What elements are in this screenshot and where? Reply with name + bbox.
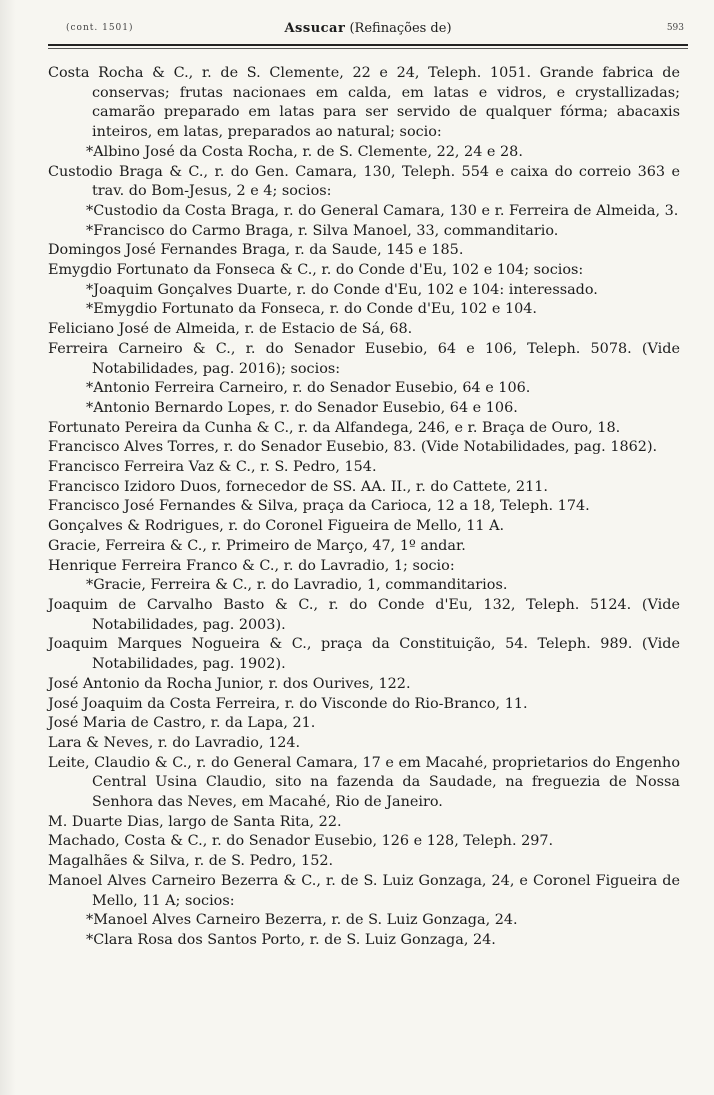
partner-entry: *Albino José da Costa Rocha, r. de S. Clemente, 22, 24 e 28. [86, 143, 523, 160]
partner-entry: *Emygdio Fortunato da Fonseca, r. do Conde d'Eu, 102 e 104. [86, 301, 537, 318]
header-rule-thin [48, 48, 688, 49]
header-rule [48, 44, 688, 46]
firm-entry: Machado, Costa & C., r. do Senador Eusebio, 126 e 128, Teleph. 297. [48, 833, 554, 850]
partner-entry: *Francisco do Carmo Braga, r. Silva Manoel, 33, commanditario. [86, 222, 559, 239]
partner-entry: *Clara Rosa dos Santos Porto, r. de S. Luiz Gonzaga, 24. [86, 931, 496, 948]
header-title: Assucar [284, 21, 346, 36]
firm-entry: Manoel Alves Carneiro Bezerra & C., r. de S. Luiz Gonzaga, 24, e Coronel Figueira de Mello, 11 A; socios: [48, 872, 680, 909]
partner-entry: *Gracie, Ferreira & C., r. do Lavradio, 1, commanditarios. [86, 577, 508, 594]
firm-entry: Ferreira Carneiro & C., r. do Senador Eusebio, 64 e 106, Teleph. 5078. (Vide Notabilidades, pag. 2016); socios: [48, 340, 680, 377]
partner-entry: *Joaquim Gonçalves Duarte, r. do Conde d'Eu, 102 e 104: interessado. [86, 281, 598, 298]
firm-entry: Joaquim Marques Nogueira & C., praça da Constituição, 54. Teleph. 989. (Vide Notabilidades, pag. 1902). [48, 636, 680, 673]
firm-entry: Leite, Claudio & C., r. do General Camara, 17 e em Macahé, proprietarios do Engenho Central Usina Claudio, sito na fazenda da Saudade, na freguezia de Nossa Senhora das Neves, em Macahé, Rio de Janeiro. [48, 754, 680, 811]
partner-entry: *Antonio Ferreira Carneiro, r. do Senador Eusebio, 64 e 106. [86, 380, 531, 397]
firm-entry: José Maria de Castro, r. da Lapa, 21. [48, 715, 316, 732]
partner-entry: *Manoel Alves Carneiro Bezerra, r. de S. Luiz Gonzaga, 24. [86, 912, 518, 929]
partner-entry: *Custodio da Costa Braga, r. do General Camara, 130 e r. Ferreira de Almeida, 3. [86, 202, 679, 219]
firm-entry: Francisco Alves Torres, r. do Senador Eusebio, 83. (Vide Notabilidades, pag. 1862). [48, 439, 658, 456]
firm-entry: José Antonio da Rocha Junior, r. dos Ourives, 122. [48, 675, 411, 692]
firm-entry: Joaquim de Carvalho Basto & C., r. do Conde d'Eu, 132, Teleph. 5124. (Vide Notabilidades, pag. 2003). [48, 596, 680, 633]
firm-entry: Francisco Ferreira Vaz & C., r. S. Pedro, 154. [48, 459, 377, 476]
firm-entry: Fortunato Pereira da Cunha & C., r. da Alfandega, 246, e r. Braça de Ouro, 18. [48, 419, 621, 436]
firm-entry: Henrique Ferreira Franco & C., r. do Lavradio, 1; socio: [48, 557, 455, 574]
firm-entry: Gonçalves & Rodrigues, r. do Coronel Figueira de Mello, 11 A. [48, 518, 505, 535]
firm-entry: Feliciano José de Almeida, r. de Estacio de Sá, 68. [48, 321, 413, 338]
directory-listing [48, 64, 680, 951]
firm-entry: Francisco José Fernandes & Silva, praça da Carioca, 12 a 18, Teleph. 174. [48, 498, 590, 515]
firm-entry: Domingos José Fernandes Braga, r. da Saude, 145 e 185. [48, 242, 464, 259]
header-continuation: (cont. 1501) [66, 23, 134, 33]
page-number: 593 [666, 23, 684, 33]
firm-entry: M. Duarte Dias, largo de Santa Rita, 22. [48, 813, 342, 830]
firm-entry: Custodio Braga & C., r. do Gen. Camara, 130, Teleph. 554 e caixa do correio 363 e trav. do Bom-Jesus, 2 e 4; socios: [48, 163, 680, 200]
page-header [48, 16, 688, 42]
scan-edge-shadow [0, 0, 16, 1095]
firm-entry: José Joaquim da Costa Ferreira, r. do Visconde do Rio-Branco, 11. [48, 695, 528, 712]
firm-entry: Francisco Izidoro Duos, fornecedor de SS. AA. II., r. do Cattete, 211. [48, 478, 548, 495]
firm-entry: Gracie, Ferreira & C., r. Primeiro de Março, 47, 1º andar. [48, 537, 466, 554]
firm-entry: Lara & Neves, r. do Lavradio, 124. [48, 734, 301, 751]
firm-entry: Emygdio Fortunato da Fonseca & C., r. do Conde d'Eu, 102 e 104; socios: [48, 262, 584, 279]
partner-entry: *Antonio Bernardo Lopes, r. do Senador Eusebio, 64 e 106. [86, 399, 518, 416]
firm-entry: Costa Rocha & C., r. de S. Clemente, 22 e 24, Teleph. 1051. Grande fabrica de conservas; frutas nacionaes em calda, em latas e vidros, e crystallizadas; camarão preparado em latas para ser servido de qualquer fórma; abacaxis inteiros, em latas, preparados ao natural; socio: [48, 65, 680, 141]
header-subtitle: (Refinações de) [349, 21, 452, 36]
header-title-line [48, 21, 688, 36]
firm-entry: Magalhães & Silva, r. de S. Pedro, 152. [48, 853, 334, 870]
